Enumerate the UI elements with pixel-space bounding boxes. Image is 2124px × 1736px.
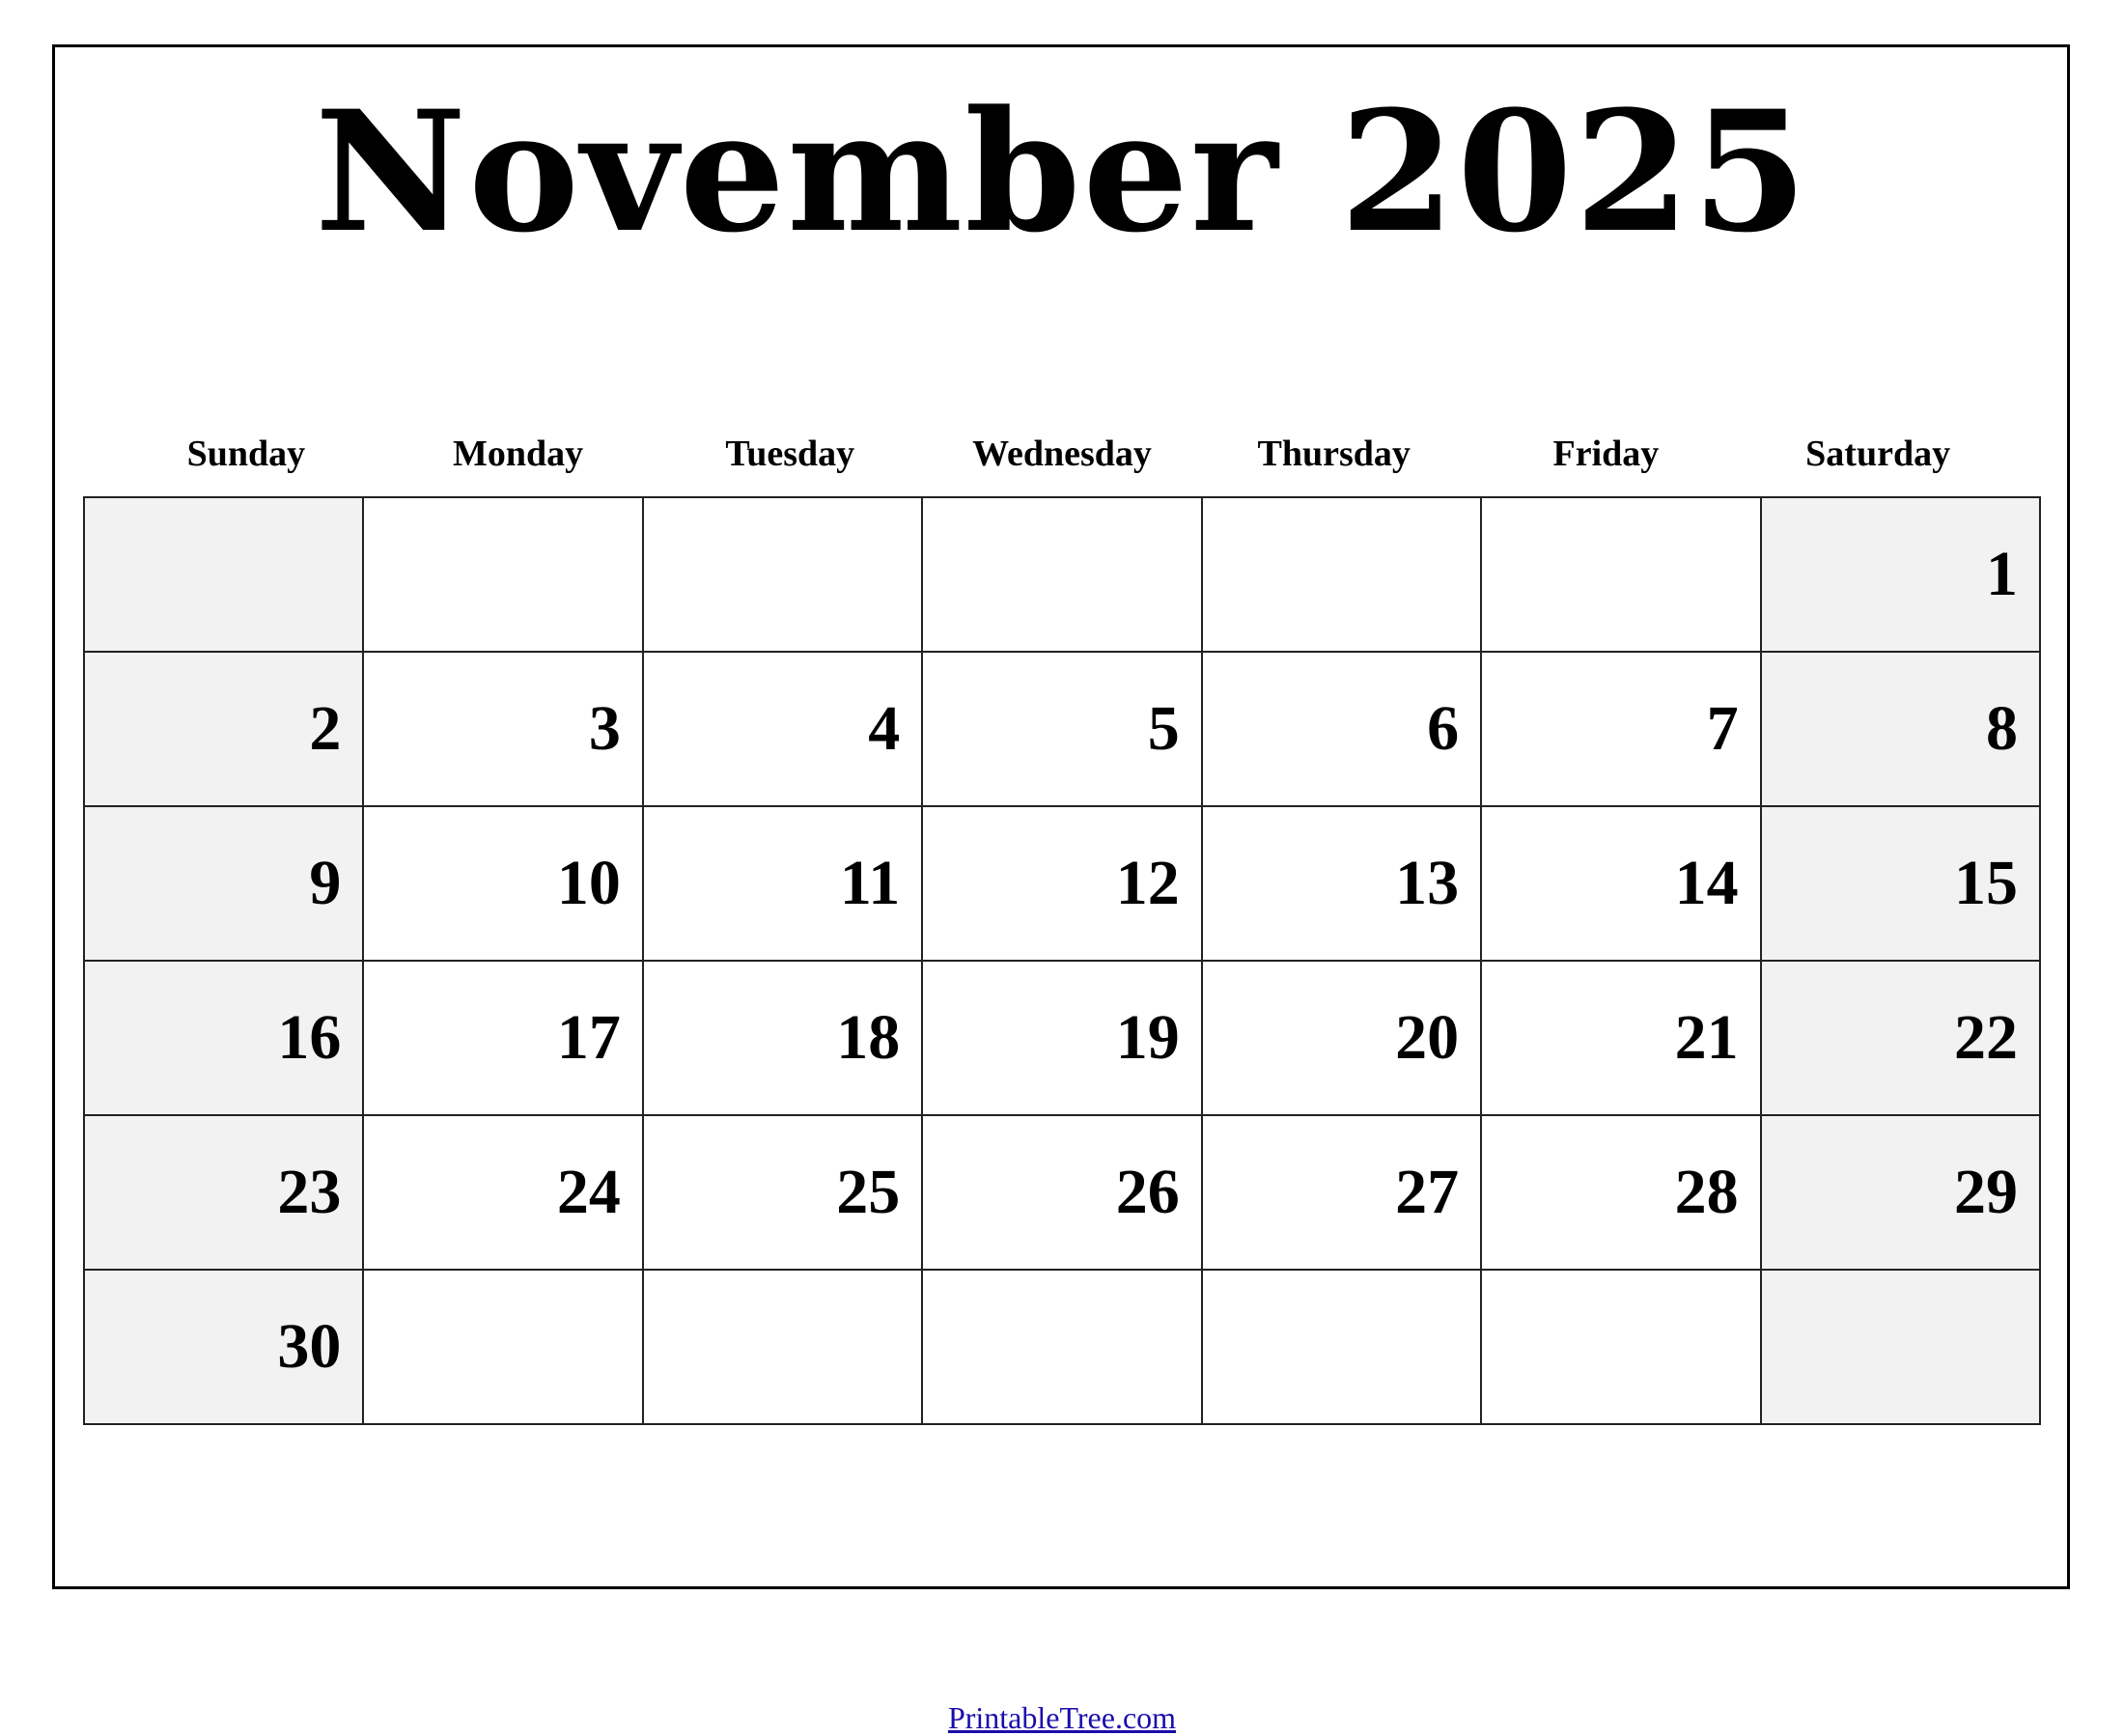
weekday-header-saturday: Saturday (1805, 434, 1951, 474)
day-number: 1 (1985, 539, 2018, 609)
day-number: 13 (1395, 848, 1460, 918)
day-number: 6 (1427, 693, 1460, 764)
day-number: 7 (1706, 693, 1739, 764)
day-cell[interactable] (1203, 962, 1482, 1116)
day-cell[interactable] (1482, 653, 1761, 807)
day-cell[interactable] (85, 1116, 364, 1271)
day-cell[interactable] (85, 962, 364, 1116)
day-number: 10 (556, 848, 621, 918)
day-cell[interactable] (644, 653, 923, 807)
day-cell[interactable] (364, 1271, 643, 1425)
day-number: 26 (1115, 1157, 1180, 1227)
day-cell[interactable] (644, 962, 923, 1116)
day-number: 15 (1953, 848, 2018, 918)
day-cell[interactable] (1762, 653, 2041, 807)
day-number: 29 (1953, 1157, 2018, 1227)
weekday-header-wednesday: Wednesday (972, 434, 1152, 474)
weekday-header-thursday: Thursday (1257, 434, 1411, 474)
day-cell[interactable] (1482, 1116, 1761, 1271)
day-number: 19 (1115, 1002, 1180, 1073)
day-cell[interactable] (1482, 1271, 1761, 1425)
day-cell[interactable] (85, 498, 364, 653)
day-number: 28 (1674, 1157, 1739, 1227)
day-number: 24 (556, 1157, 621, 1227)
weekday-header-friday: Friday (1552, 434, 1660, 474)
day-cell[interactable] (1203, 498, 1482, 653)
day-cell[interactable] (85, 807, 364, 962)
day-cell[interactable] (1482, 962, 1761, 1116)
calendar-content (52, 73, 2072, 1735)
printabletree-link[interactable]: PrintableTree.com (947, 1700, 1177, 1735)
day-cell[interactable] (85, 1271, 364, 1425)
day-cell[interactable] (364, 962, 643, 1116)
day-cell[interactable] (1482, 807, 1761, 962)
day-cell[interactable] (1762, 1116, 2041, 1271)
day-cell[interactable] (1203, 1271, 1482, 1425)
page-title: November 2025 (314, 73, 1810, 269)
day-cell[interactable] (644, 807, 923, 962)
day-number: 18 (836, 1002, 901, 1073)
day-cell[interactable] (364, 1116, 643, 1271)
day-number: 9 (309, 848, 342, 918)
day-cell[interactable] (923, 1271, 1202, 1425)
day-cell[interactable] (1203, 807, 1482, 962)
calendar-grid (83, 496, 2041, 1425)
day-number: 8 (1985, 693, 2018, 764)
day-cell[interactable] (364, 653, 643, 807)
day-cell[interactable] (1762, 498, 2041, 653)
day-cell[interactable] (923, 807, 1202, 962)
footer (52, 1700, 2072, 1736)
day-cell[interactable] (923, 1116, 1202, 1271)
day-number: 12 (1115, 848, 1180, 918)
day-cell[interactable] (85, 653, 364, 807)
day-number: 22 (1953, 1002, 2018, 1073)
day-cell[interactable] (644, 498, 923, 653)
day-number: 2 (309, 693, 342, 764)
day-cell[interactable] (364, 807, 643, 962)
day-number: 21 (1674, 1002, 1739, 1073)
day-number: 16 (277, 1002, 342, 1073)
day-cell[interactable] (1762, 962, 2041, 1116)
day-cell[interactable] (1482, 498, 1761, 653)
weekday-header-sunday: Sunday (186, 434, 306, 474)
day-number: 30 (277, 1311, 342, 1382)
day-number: 14 (1674, 848, 1739, 918)
weekday-header-monday: Monday (452, 434, 584, 474)
day-cell[interactable] (644, 1116, 923, 1271)
day-number: 11 (839, 848, 901, 918)
day-cell[interactable] (923, 962, 1202, 1116)
day-number: 27 (1395, 1157, 1460, 1227)
day-number: 4 (868, 693, 901, 764)
day-cell[interactable] (644, 1271, 923, 1425)
day-number: 3 (588, 693, 621, 764)
day-cell[interactable] (1762, 1271, 2041, 1425)
day-cell[interactable] (923, 653, 1202, 807)
day-cell[interactable] (1203, 1116, 1482, 1271)
day-number: 23 (277, 1157, 342, 1227)
day-number: 25 (836, 1157, 901, 1227)
day-number: 20 (1395, 1002, 1460, 1073)
day-cell[interactable] (923, 498, 1202, 653)
weekday-header-row (83, 433, 2041, 490)
day-number: 5 (1147, 693, 1180, 764)
day-cell[interactable] (1762, 807, 2041, 962)
weekday-header-tuesday: Tuesday (725, 434, 855, 474)
day-number: 17 (556, 1002, 621, 1073)
day-cell[interactable] (1203, 653, 1482, 807)
day-cell[interactable] (364, 498, 643, 653)
